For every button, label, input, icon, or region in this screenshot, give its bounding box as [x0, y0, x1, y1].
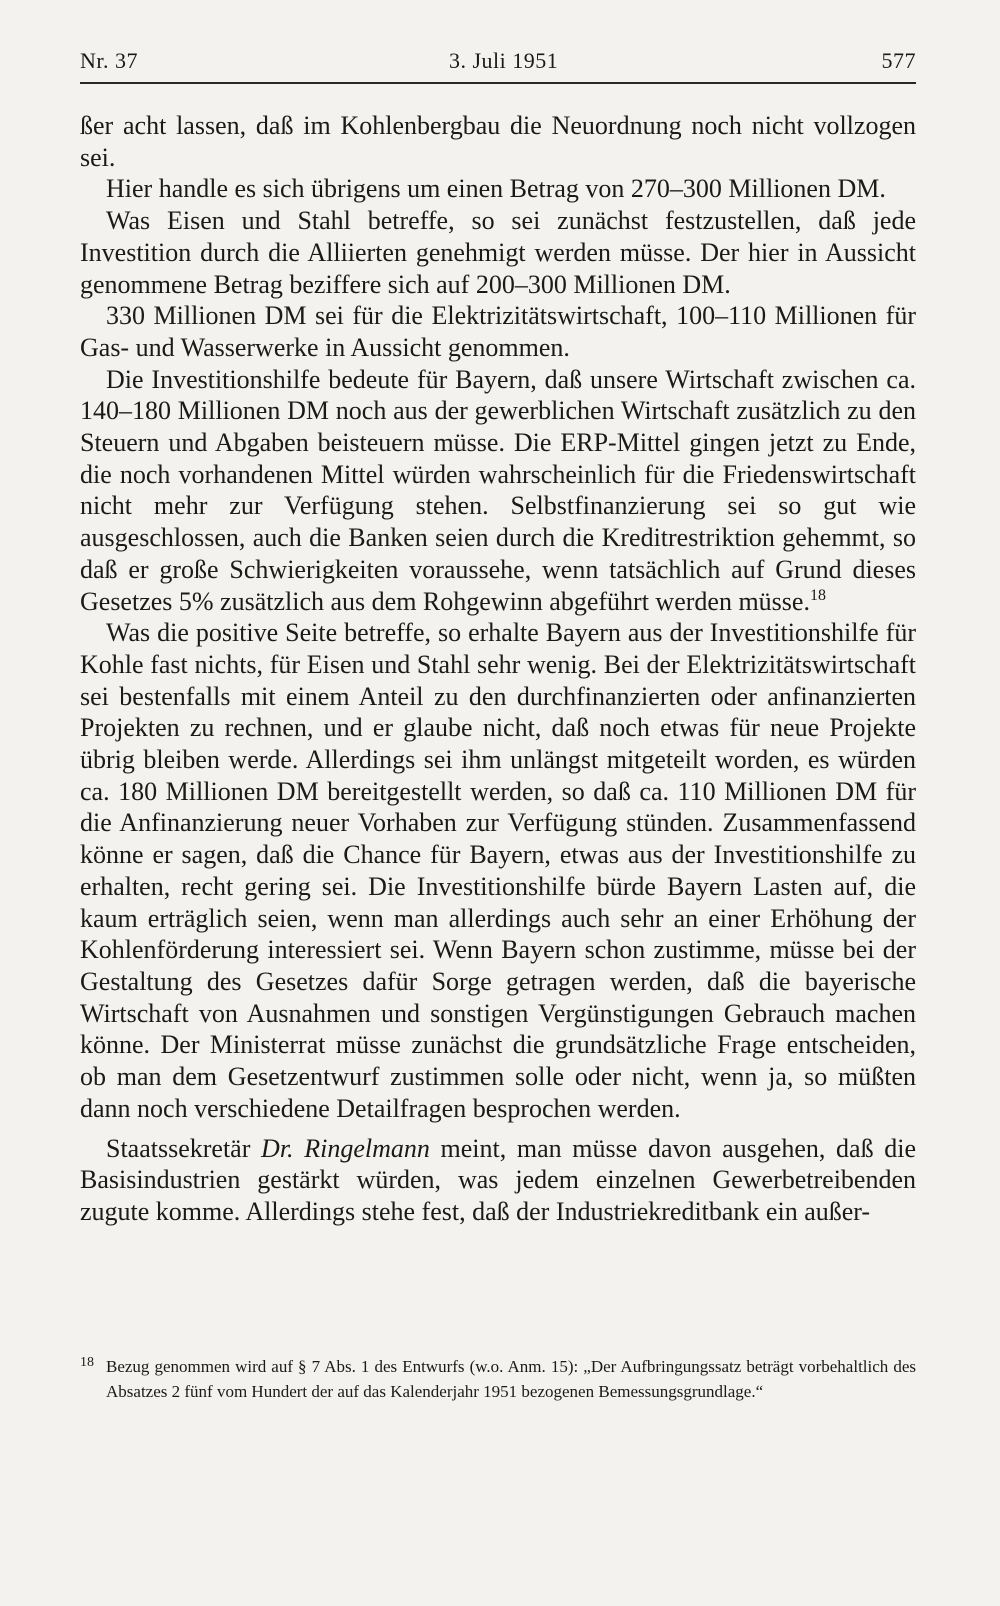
paragraph: 330 Millionen DM sei für die Elektrizitätswirtschaft, 100–110 Millionen für Gas- und Wasserwerke in Aussicht genommen. [80, 301, 916, 362]
paragraph-text: meint, man müsse davon ausgehen, daß die Basisindustrien gestärkt würden, was jedem einzelnen Gewerbetreibenden zugute komme. Allerdings stehe fest, daß der Industriekreditbank ein außer- [80, 1133, 916, 1226]
footnote-text: Bezug genommen wird auf § 7 Abs. 1 des Entwurfs (w.o. Anm. 15): „Der Aufbringungssatz beträgt vorbehaltlich des Absatzes 2 fünf vom Hundert der auf das Kalenderjahr 1951 bezogenen Bemessungsgrundlage.“ [106, 1357, 916, 1401]
paragraph: Was die positive Seite betreffe, so erhalte Bayern aus der Investitionshilfe für Kohle fast nichts, für Eisen und Stahl sehr wenig. Bei der Elektrizitätswirtschaft sei bestenfalls mit einem Anteil zu den durchfinanzierten oder anfinanzierten Projekten zu rechnen, und er glaube nicht, daß noch etwas für neue Projekte übrig bleiben werde. Allerdings sei ihm unlängst mitgeteilt worden, es würden ca. 180 Millionen DM bereitgestellt werden, so daß ca. 110 Millionen DM für die Anfinanzierung neuer Vorhaben zur Verfügung stünden. Zusammenfassend könne er sagen, daß die Chance für Bayern, etwas aus der Investitionshilfe zu erhalten, recht gering sei. Die Investitionshilfe bürde Bayern Lasten auf, die kaum erträglich seien, wenn man allerdings auch sehr an einer Erhöhung der Kohlenförderung interessiert sei. Wenn Bayern schon zustimme, müsse bei der Gestaltung des Gesetzes dafür Sorge getragen werden, daß die bayerische Wirtschaft von Ausnahmen und sonstigen Vergünstigungen Gebrauch machen könne. Der Ministerrat müsse zunächst die grundsätzliche Frage entscheiden, ob man dem Gesetzentwurf zustimmen solle oder nicht, wenn ja, so müßten dann noch verschiedene Detailfragen besprochen werden. [80, 618, 916, 1123]
header-date: 3. Juli 1951 [449, 48, 559, 73]
footnotes [80, 1354, 916, 1404]
footnote-number: 18 [80, 1355, 94, 1370]
paragraph: Hier handle es sich übrigens um einen Betrag von 270–300 Millionen DM. [106, 174, 886, 204]
main-text [80, 110, 916, 1228]
issue-number: Nr. 37 [80, 48, 138, 73]
running-header [80, 42, 916, 84]
paragraph [80, 364, 916, 618]
speaker-name: Dr. Ringelmann [261, 1133, 430, 1163]
paragraph: Was Eisen und Stahl betreffe, so sei zunächst festzustellen, daß jede Investition durch die Alliierten genehmigt werden müsse. Der hier in Aussicht genommene Betrag beziffere sich auf 200–300 Millionen DM. [80, 206, 916, 299]
page-number: 577 [881, 48, 916, 73]
paragraph: ßer acht lassen, daß im Kohlenbergbau die Neuordnung noch nicht vollzogen sei. [80, 111, 916, 172]
paragraph [80, 1133, 916, 1228]
paragraph-prefix: Staatssekretär [106, 1133, 262, 1163]
footnote [80, 1354, 916, 1404]
paragraph-text: Die Investitionshilfe bedeute für Bayern, daß unsere Wirtschaft zwischen ca. 140–180 Millionen DM noch aus der gewerblichen Wirtschaft zusätzlich zu den Steuern und Abgaben beisteuern müsse. Die ERP-Mittel gingen jetzt zu Ende, die noch vorhandenen Mittel würden wahrscheinlich für die Friedenswirtschaft nicht mehr zur Verfügung stehen. Selbstfinanzierung sei so gut wie ausgeschlossen, auch die Banken seien durch die Kreditrestriktion gehemmt, so daß er große Schwierigkeiten voraussehe, wenn tatsächlich auf Grund dieses Gesetzes 5% zusätzlich aus dem Rohgewinn abgeführt werden müsse. [80, 364, 916, 616]
footnote-reference: 18 [809, 586, 826, 604]
